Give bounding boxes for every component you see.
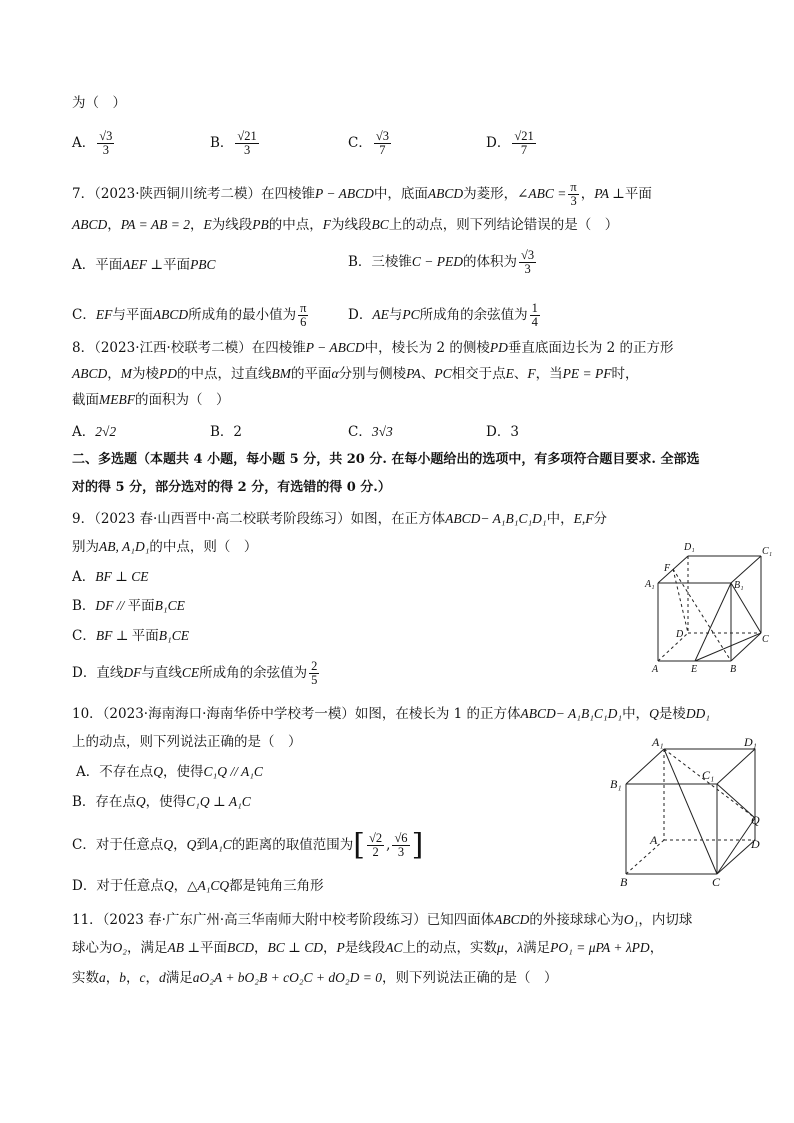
q9-option-d[interactable]: D．直线DF与直线CE所成角的余弦值为 $\frac{2}{5}$ (72, 659, 318, 687)
q10-label-A: A (650, 833, 658, 847)
q10-label-Q: Q (751, 813, 760, 827)
q10-option-b[interactable]: B．存在点Q，使得C₁Q ⊥ A₁C (72, 794, 251, 810)
q8-stem-line3: 截面MEBF的面积为（ ） (72, 392, 230, 408)
q11-stem-line3: 实数a，b，c，d满足aO₂A + bO₂B + cO₂C + dO₂D = 0，则下列说法正确的是（ ） (72, 970, 558, 986)
q11-stem-line2: 球心为O₂，满足AB ⊥平面BCD，BC ⊥ CD，P是线段AC上的动点，实数μ，λ满足PO₁ = μPA + λPD， (72, 940, 664, 956)
q9-option-c[interactable]: C．BF ⊥ 平面B₁CE (72, 628, 189, 644)
q7-option-a[interactable]: A．平面AEF ⊥平面PBC (72, 257, 216, 273)
q7-option-c[interactable]: C．EF与平面ABCD所成角的最小值为 $\frac{\pi}{6}$ (72, 301, 307, 329)
q10-label-C1: C₁ (702, 768, 715, 782)
section-2-heading-line2: 对的得 5 分，部分选对的得 2 分，有选错的得 0 分.） (72, 480, 391, 495)
q8-option-b[interactable]: B．2 (210, 424, 243, 440)
q9-label-E: E (691, 664, 698, 675)
q9-label-F: F (664, 563, 671, 574)
q8-option-d[interactable]: D．3 (486, 424, 519, 440)
q8-option-a[interactable]: A．2√2 (72, 424, 117, 440)
q10-label-A1: A₁ (652, 736, 664, 749)
q10-option-c[interactable]: C．对于任意点Q，Q到A₁C的距离的取值范围为[ $\frac{√2}{2}$ , $\frac{√6}{3}$ ] (72, 827, 424, 863)
q9-label-D: D (676, 629, 684, 640)
q7-stem-line2: ABCD，PA = AB = 2，E为线段PB的中点，F为线段BC上的动点，则下列结论错误的是（ ） (72, 217, 619, 233)
q9-label-A: A (652, 664, 659, 675)
q7-option-d[interactable]: D．AE与PC所成角的余弦值为 $\frac{1}{4}$ (348, 301, 538, 329)
q6-stem-tail: 为（ ） (72, 95, 126, 111)
q8-option-c[interactable]: C．3√3 (348, 424, 393, 440)
q6-option-d[interactable]: D． $\frac{√21}{7}$ (486, 129, 534, 157)
q11-stem-line1: 11．（2023 春·广东广州·高三华南师大附中校考阶段练习）已知四面体ABCD的外接球球心为O₁，内切球 (72, 912, 693, 928)
q9-label-C: C (762, 634, 769, 645)
q8-stem-line2: ABCD，M为棱PD的中点，过直线BM的平面α分别与侧棱PA、PC相交于点E、F，当PE = PF时， (72, 366, 639, 382)
q9-label-B1: B₁ (734, 580, 744, 591)
q9-option-b[interactable]: B．DF // 平面B₁CE (72, 598, 185, 614)
q7-stem-line1: 7．（2023·陕西铜川统考二模）在四棱锥P − ABCD中，底面ABCD为菱形，∠ABC = $\frac{\pi}{3}$ ，PA ⊥平面 (72, 180, 652, 208)
q10-option-d[interactable]: D．对于任意点Q，△A₁CQ都是钝角三角形 (72, 878, 324, 894)
q6-option-a[interactable]: A． $\frac{√3}{3}$ (72, 129, 113, 157)
q8-stem-line1: 8．（2023·江西·校联考二模）在四棱锥P − ABCD中，棱长为 2 的侧棱PD垂直底面边长为 2 的正方形 (72, 340, 674, 356)
q10-label-C: C (712, 875, 721, 888)
q10-cube-figure (608, 736, 768, 888)
q10-label-D1: D₁ (744, 736, 757, 749)
q9-label-A1: A₁ (645, 579, 655, 590)
q9-label-D1: D₁ (684, 542, 695, 553)
q9-label-C1: C₁ (762, 546, 773, 557)
q10-option-a[interactable]: A．不存在点Q，使得C₁Q // A₁C (76, 764, 263, 780)
q9-option-a[interactable]: A．BF ⊥ CE (72, 569, 149, 585)
q9-stem-line2: 别为AB, A₁D₁的中点，则（ ） (72, 539, 258, 555)
q9-label-B: B (730, 664, 737, 675)
q10-label-B1: B₁ (610, 777, 622, 791)
q9-cube-figure (640, 538, 780, 676)
q9-stem-line1: 9．（2023 春·山西晋中·高二校联考阶段练习）如图，在正方体ABCD− A₁B₁C₁D₁中，E,F分 (72, 511, 607, 527)
q7-option-b[interactable]: B．三棱锥C − PED的体积为 $\frac{√3}{3}$ (348, 248, 535, 276)
q6-option-b[interactable]: B． $\frac{√21}{3}$ (210, 129, 257, 157)
q10-label-D: D (751, 837, 760, 851)
q10-stem-line2: 上的动点，则下列说法正确的是（ ） (72, 734, 302, 750)
q10-label-B: B (620, 875, 628, 888)
section-2-heading: 二、多选题（本题共 4 小题，每小题 5 分，共 20 分. 在每小题给出的选项中，有多项符合题目要求. 全部选 (72, 452, 700, 467)
q10-stem-line1: 10．（2023·海南海口·海南华侨中学校考一模）如图，在棱长为 1 的正方体ABCD− A₁B₁C₁D₁中，Q是棱DD₁ (72, 706, 711, 722)
q6-option-c[interactable]: C． $\frac{√3}{7}$ (348, 129, 389, 157)
